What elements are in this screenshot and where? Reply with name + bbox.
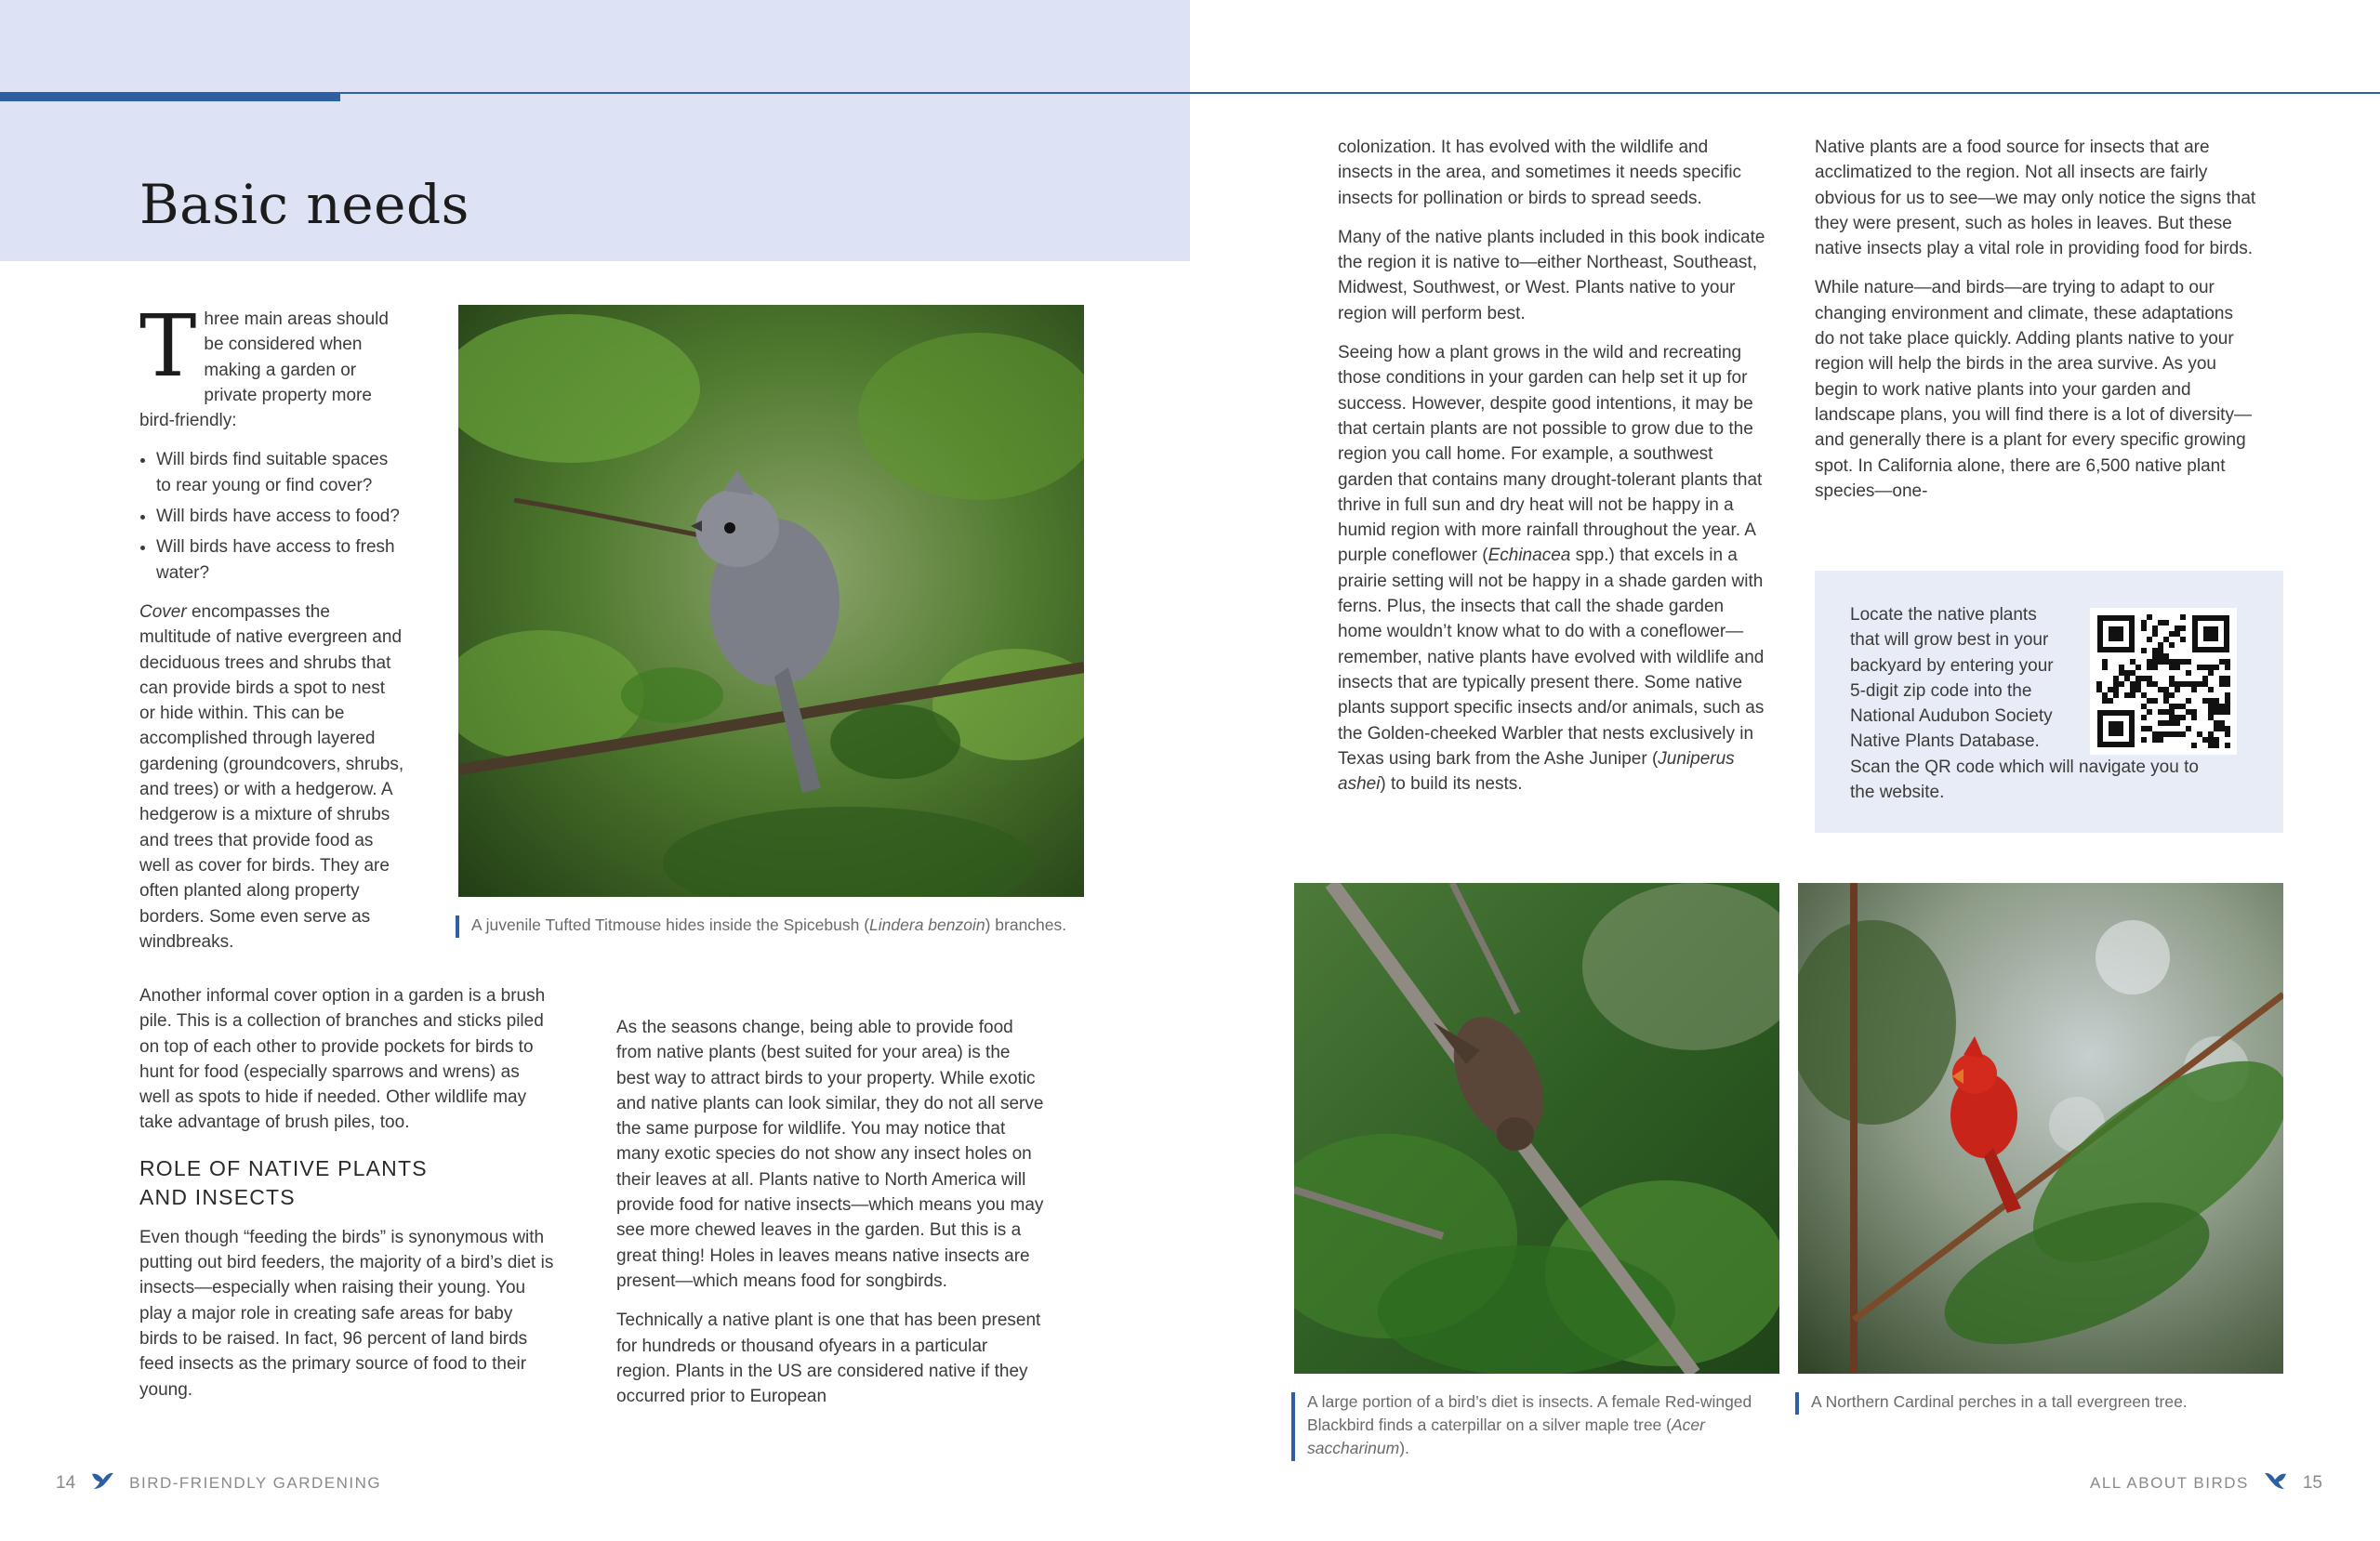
- qr-module: [2180, 626, 2186, 631]
- qr-module: [2130, 687, 2135, 692]
- qr-module: [2219, 659, 2225, 665]
- qr-module: [2186, 670, 2191, 676]
- qr-module: [2225, 659, 2230, 665]
- bird-icon: [90, 1470, 114, 1495]
- subheading-line: AND INSECTS: [139, 1184, 296, 1209]
- caption-bar: [456, 915, 459, 938]
- qr-module: [2169, 704, 2175, 709]
- qr-module: [2202, 681, 2208, 687]
- qr-module: [2113, 687, 2119, 692]
- qr-module: [2175, 720, 2180, 726]
- qr-module: [2152, 665, 2158, 670]
- qr-module: [2141, 620, 2147, 626]
- qr-module: [2152, 648, 2158, 653]
- caption-latin: Lindera benzoin: [869, 915, 985, 934]
- top-accent-bar: [0, 92, 340, 101]
- caption-text: ).: [1399, 1439, 1409, 1457]
- qr-module: [2096, 687, 2102, 692]
- qr-module: [2208, 709, 2214, 715]
- qr-module: [2175, 715, 2180, 720]
- wild-growth-paragraph: [1338, 340, 1767, 797]
- qr-module: [2202, 737, 2208, 743]
- brush-pile-paragraph: Another informal cover option in a garden is a brush pile. This is a collection of branches and sticks piled on top of each other to provide pockets for birds to hunt for food (especially sparrows and wrens) as well as spots to hide if needed. Other wildlife may take advantage of brush piles, too.: [139, 986, 546, 1133]
- qr-module: [2158, 720, 2163, 726]
- page-number: 14: [56, 1472, 76, 1493]
- qr-module: [2163, 637, 2169, 642]
- qr-module: [2225, 709, 2230, 715]
- qr-module: [2141, 626, 2147, 631]
- qr-module: [2169, 676, 2175, 681]
- qr-module: [2158, 642, 2163, 648]
- qr-module: [2152, 653, 2158, 659]
- qr-module: [2135, 665, 2141, 670]
- qr-module: [2124, 692, 2130, 698]
- qr-module: [2175, 626, 2180, 631]
- qr-module: [2163, 687, 2169, 692]
- caption-text: ) branches.: [985, 915, 1067, 934]
- latin-name: Juniperus ashei: [1338, 748, 1735, 795]
- right-footer: [2090, 1470, 2322, 1495]
- qr-module: [2169, 681, 2175, 687]
- cover-text: encompasses the multitude of native evergreen and deciduous trees and shrubs that can provide birds a spot to nest or hide within. This can be accomplished through layered gardening (groundcovers, shrubs, and trees) or with a hedgerow. A hedgerow is a mixture of shrubs and trees that provide food as well as cover for birds. They are often planted along property borders. Some even serve as windbreaks.: [139, 601, 404, 952]
- qr-module: [2147, 614, 2152, 620]
- qr-module: [2141, 715, 2147, 720]
- footer-label: ALL ABOUT BIRDS: [2090, 1473, 2249, 1492]
- qr-module: [2163, 698, 2169, 704]
- qr-module: [2208, 731, 2214, 737]
- qr-module: [2147, 698, 2152, 704]
- qr-module: [2169, 659, 2175, 665]
- page-number: 15: [2302, 1472, 2322, 1493]
- cardinal-photo: [1798, 883, 2283, 1374]
- qr-module: [2158, 731, 2163, 737]
- qr-module: [2158, 653, 2163, 659]
- qr-module: [2225, 692, 2230, 698]
- qr-module: [2130, 692, 2135, 698]
- qr-module: [2180, 659, 2186, 665]
- list-item: • Will birds have access to food?: [156, 504, 405, 529]
- right-column-1: [1338, 135, 1767, 810]
- qr-module: [2214, 737, 2219, 743]
- qr-module: [2135, 676, 2141, 681]
- qr-module: [2152, 737, 2158, 743]
- qr-module: [2225, 665, 2230, 670]
- qr-module: [2191, 743, 2197, 748]
- qr-module: [2175, 704, 2180, 709]
- qr-module: [2219, 676, 2225, 681]
- qr-module: [2158, 648, 2163, 653]
- qr-module: [2225, 681, 2230, 687]
- paragraph-text: spp.) that excels in a prairie setting will not be happy in a shade garden with ferns. Plus, the insects that call the shade garden home wouldn’t know what to do with a coneflower—remember, native plants have evolved with wildlife and insects that are typically present there. Some native plants support specific insects and/or animals, such as the Golden-cheeked Warbler that nests exclusively in Texas using bark from the Ashe Juniper (: [1338, 546, 1765, 769]
- qr-module: [2102, 698, 2108, 704]
- page-title: Basic needs: [139, 173, 469, 236]
- qr-module: [2147, 637, 2152, 642]
- qr-module: [2208, 665, 2214, 670]
- qr-module: [2191, 687, 2197, 692]
- regions-paragraph: Many of the native plants included in this book indicate the region it is native to—either Northeast, Southeast, Midwest, Southwest, or West. Plants native to your region will perform best.: [1338, 227, 1765, 323]
- qr-module: [2175, 631, 2180, 637]
- drop-cap: T: [139, 296, 197, 396]
- qr-module: [2202, 676, 2208, 681]
- qr-module: [2175, 665, 2180, 670]
- cardinal-caption: [1795, 1390, 2294, 1414]
- qr-module: [2180, 704, 2186, 709]
- caption-bar: [1291, 1392, 1295, 1461]
- titmouse-caption: [456, 914, 1122, 937]
- left-column-lower: [139, 983, 554, 1416]
- qr-module: [2141, 648, 2147, 653]
- qr-module: [2163, 692, 2169, 698]
- qr-module: [2175, 687, 2180, 692]
- qr-module: [2102, 665, 2108, 670]
- caption-text: A Northern Cardinal perches in a tall evergreen tree.: [1811, 1392, 2188, 1411]
- intro-text: hree main areas should be considered when making a garden or private property more bird-friendly:: [139, 310, 389, 431]
- qr-module: [2191, 709, 2197, 715]
- qr-module: [2152, 698, 2158, 704]
- qr-module: [2152, 681, 2158, 687]
- needs-list: [139, 447, 405, 585]
- qr-module: [2214, 726, 2219, 731]
- qr-module: [2124, 670, 2130, 676]
- qr-module: [2214, 698, 2219, 704]
- qr-module: [2163, 731, 2169, 737]
- qr-module: [2208, 737, 2214, 743]
- qr-module: [2108, 698, 2113, 704]
- qr-module: [2152, 731, 2158, 737]
- right-column-2: [1815, 135, 2256, 518]
- qr-code-icon[interactable]: [2090, 608, 2237, 755]
- left-column-middle: [616, 1015, 1044, 1423]
- qr-module: [2219, 704, 2225, 709]
- qr-module: [2141, 692, 2147, 698]
- qr-module: [2169, 731, 2175, 737]
- qr-module: [2169, 720, 2175, 726]
- qr-module: [2130, 670, 2135, 676]
- cover-paragraph: [139, 599, 405, 955]
- qr-module: [2096, 681, 2102, 687]
- qr-module: [2186, 659, 2191, 665]
- qr-module: [2158, 687, 2163, 692]
- qr-module: [2186, 726, 2191, 731]
- qr-module: [2102, 692, 2108, 698]
- qr-module: [2169, 642, 2175, 648]
- qr-module: [2130, 659, 2135, 665]
- qr-module: [2147, 726, 2152, 731]
- qr-module: [2158, 709, 2163, 715]
- adaptation-paragraph: While nature—and birds—are trying to adapt to our changing environment and climate, these adaptations do not take place quickly. Adding plants native to your region will help the birds in the area survive. As you begin to work native plants into your garden and landscape plans, you will find there is a lot of diversity—and generally there is a plant for every specific growing spot. In California alone, there are 6,500 native plant species—one-: [1815, 278, 2252, 501]
- callout-copy: Locate the native plants that will grow best in your backyard by entering your 5-digit zip code into the National Audubon Society Native Plants Database. Scan the QR code which will navigate you to the website.: [1850, 605, 2199, 803]
- qr-module: [2225, 704, 2230, 709]
- qr-module: [2113, 681, 2119, 687]
- top-rule: [0, 92, 2380, 94]
- qr-module: [2225, 731, 2230, 737]
- qr-module: [2186, 698, 2191, 704]
- list-item: • Will birds have access to fresh water?: [156, 534, 405, 586]
- qr-module: [2214, 720, 2219, 726]
- qr-module: [2175, 681, 2180, 687]
- qr-module: [2180, 715, 2186, 720]
- caption-bar: [1795, 1392, 1799, 1415]
- qr-module: [2191, 715, 2197, 720]
- qr-module: [2169, 692, 2175, 698]
- qr-module: [2214, 704, 2219, 709]
- cover-term: Cover: [139, 601, 187, 622]
- qr-module: [2186, 709, 2191, 715]
- qr-module: [2214, 665, 2219, 670]
- qr-module: [2102, 659, 2108, 665]
- qr-module: [2225, 726, 2230, 731]
- qr-module: [2202, 698, 2208, 704]
- qr-module: [2180, 731, 2186, 737]
- caption-text: A juvenile Tufted Titmouse hides inside the Spicebush (: [471, 915, 870, 934]
- qr-module: [2152, 631, 2158, 637]
- qr-module: [2141, 676, 2147, 681]
- paragraph-text: ) to build its nests.: [1380, 774, 1523, 795]
- qr-module: [2208, 715, 2214, 720]
- qr-module: [2119, 681, 2124, 687]
- qr-module: [2163, 709, 2169, 715]
- qr-module: [2169, 665, 2175, 670]
- qr-module: [2219, 726, 2225, 731]
- technically-paragraph: Technically a native plant is one that has been present for hundreds or thousand ofyears in a particular region. Plants in the US are considered native if they occurred prior to European: [616, 1311, 1041, 1407]
- qr-module: [2191, 681, 2197, 687]
- qr-module: [2225, 698, 2230, 704]
- qr-module: [2202, 665, 2208, 670]
- qr-module: [2119, 670, 2124, 676]
- qr-module: [2208, 670, 2214, 676]
- qr-module: [2147, 665, 2152, 670]
- qr-module: [2147, 709, 2152, 715]
- blackbird-photo: [1294, 883, 1779, 1374]
- qr-module: [2197, 731, 2202, 737]
- qr-module: [2197, 665, 2202, 670]
- qr-module: [2208, 743, 2214, 748]
- qr-module: [2108, 687, 2113, 692]
- qr-module: [2214, 709, 2219, 715]
- food-source-paragraph: Native plants are a food source for insects that are acclimatized to the region. Not all insects are fairly obvious for us to see—we may only notice the signs that they were present, such as holes in leaves. But these native insects play a vital role in providing food for birds.: [1815, 138, 2256, 259]
- qr-module: [2141, 737, 2147, 743]
- qr-module: [2214, 743, 2219, 748]
- qr-code-graphic: [2090, 608, 2237, 755]
- qr-module: [2219, 681, 2225, 687]
- left-column-intro: [139, 296, 405, 968]
- qr-module: [2225, 676, 2230, 681]
- qr-module: [2169, 631, 2175, 637]
- seasons-paragraph: As the seasons change, being able to provide food from native plants (best suited for your area) is the best way to attract birds to your property. While exotic and native plants can look similar, they do not all serve the same purpose for wildlife. You may notice that many exotic species do not show any insect holes on their leaves at all. Plants native to North America will provide food for native insects—which means you may see more chewed leaves in the garden. But this is a great thing! Holes in leaves means native insects are present—which means food for songbirds.: [616, 1018, 1044, 1291]
- qr-module: [2169, 715, 2175, 720]
- subheading-line: ROLE OF NATIVE PLANTS: [139, 1155, 428, 1180]
- qr-module: [2219, 709, 2225, 715]
- section-subheading: [139, 1154, 554, 1212]
- qr-module: [2158, 620, 2163, 626]
- qr-module: [2163, 620, 2169, 626]
- qr-module: [2225, 743, 2230, 748]
- qr-module: [2186, 681, 2191, 687]
- left-footer: [56, 1470, 381, 1495]
- qr-module: [2208, 704, 2214, 709]
- latin-name: Echinacea: [1488, 546, 1571, 566]
- insects-paragraph: Even though “feeding the birds” is synonymous with putting out bird feeders, the majority of a bird’s diet is insects—especially when raising their young. You play a major role in creating safe areas for baby birds to be raised. In fact, 96 percent of land birds feed insects as the primary source of food to their young.: [139, 1227, 554, 1400]
- qr-module: [2180, 637, 2186, 642]
- qr-module: [2163, 659, 2169, 665]
- qr-module: [2152, 626, 2158, 631]
- qr-module: [2141, 726, 2147, 731]
- qr-module: [2208, 687, 2214, 692]
- caption-text: A large portion of a bird’s diet is insects. A female Red-winged Blackbird finds a caterpillar on a silver maple tree (: [1307, 1392, 1752, 1434]
- qr-module: [2175, 731, 2180, 737]
- bird-icon: [2264, 1470, 2288, 1495]
- qr-module: [2169, 709, 2175, 715]
- qr-module: [2219, 720, 2225, 726]
- qr-module: [2158, 659, 2163, 665]
- qr-module: [2197, 681, 2202, 687]
- qr-module: [2163, 653, 2169, 659]
- qr-module: [2113, 692, 2119, 698]
- qr-module: [2158, 737, 2163, 743]
- colonization-paragraph: colonization. It has evolved with the wildlife and insects in the area, and sometimes it needs specific insects for pollination or birds to spread seeds.: [1338, 138, 1742, 208]
- qr-module: [2147, 681, 2152, 687]
- qr-module: [2180, 681, 2186, 687]
- qr-module: [2141, 704, 2147, 709]
- footer-label: BIRD-FRIENDLY GARDENING: [129, 1473, 382, 1492]
- intro-paragraph: [139, 296, 405, 433]
- qr-module: [2147, 676, 2152, 681]
- qr-module: [2208, 698, 2214, 704]
- qr-module: [2163, 720, 2169, 726]
- qr-module: [2124, 676, 2130, 681]
- qr-module: [2130, 681, 2135, 687]
- qr-module: [2119, 665, 2124, 670]
- qr-module: [2180, 614, 2186, 620]
- paragraph-text: Seeing how a plant grows in the wild and recreating those conditions in your garden can help set it up for success. However, despite good intentions, it may be that certain plants are not possible to grow due to the region you call home. For example, a southwest garden that contains many drought-tolerant plants that thrive in full sun and dry heat will not be happy in a humid region with more rainfall throughout the year. A purple coneflower (: [1338, 343, 1763, 566]
- qr-module: [2152, 659, 2158, 665]
- qr-module: [2135, 681, 2141, 687]
- list-item: • Will birds find suitable spaces to rear young or find cover?: [156, 447, 405, 498]
- qr-module: [2135, 687, 2141, 692]
- caption-latin: Acer saccharinum: [1307, 1416, 1705, 1457]
- qr-module: [2113, 676, 2119, 681]
- blackbird-caption: [1291, 1390, 1791, 1460]
- titmouse-photo: [458, 305, 1084, 897]
- qr-module: [2175, 659, 2180, 665]
- qr-module: [2147, 659, 2152, 665]
